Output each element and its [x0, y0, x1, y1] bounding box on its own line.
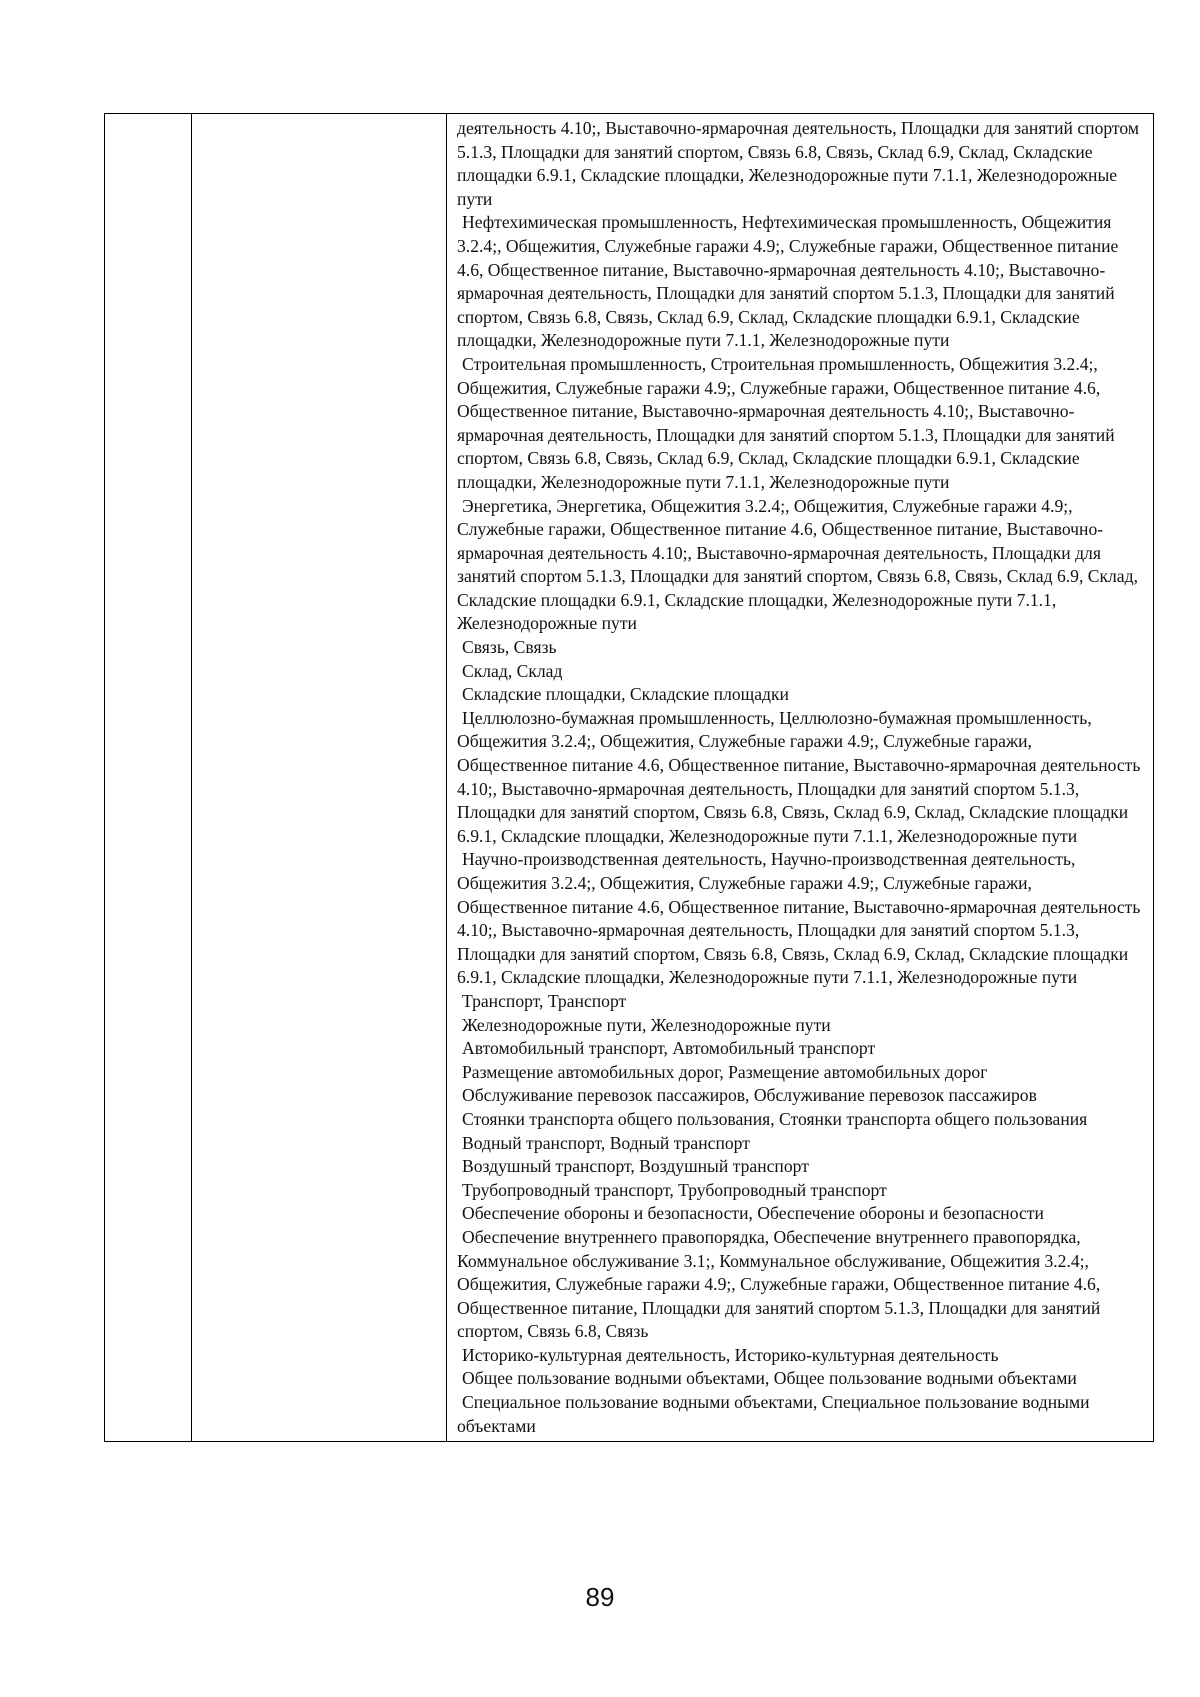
list-item: деятельность 4.10;, Выставочно-ярмарочная деятельность, Площадки для занятий спортом 5.1.3, Площадки для занятий спортом, Связь 6.8, Связь, Склад 6.9, Склад, Складские площадки 6.9.1, Складские площадки, Железнодорожные пути 7.1.1, Железнодорожные пути [457, 118, 1139, 209]
list-item: Целлюлозно-бумажная промышленность, Целлюлозно-бумажная промышленность, Общежития 3.2.4;, Общежития, Служебные гаражи 4.9;, Служебные гаражи, Общественное питание 4.6, Общественное питание, Выставочно-ярмарочная деятельность 4.10;, Выставочно-ярмарочная деятельность, Площадки для занятий спортом 5.1.3, Площадки для занятий спортом, Связь 6.8, Связь, Склад 6.9, Склад, Складские площадки 6.9.1, Складские площадки, Железнодорожные пути 7.1.1, Железнодорожные пути [457, 707, 1141, 846]
land-use-table [104, 113, 1154, 1442]
list-item: Специальное пользование водными объектами, Специальное пользование водными объектами [457, 1392, 1090, 1436]
list-item: Общее пользование водными объектами, Общее пользование водными объектами [462, 1368, 1077, 1389]
list-item: Воздушный транспорт, Воздушный транспорт [462, 1156, 809, 1177]
list-item: Энергетика, Энергетика, Общежития 3.2.4;, Общежития, Служебные гаражи 4.9;, Служебные гаражи, Общественное питание 4.6, Общественное питание, Выставочно-ярмарочная деятельность 4.10;, Выставочно-ярмарочная деятельность, Площадки для занятий спортом 5.1.3, Площадки для занятий спортом, Связь 6.8, Связь, Склад 6.9, Склад, Складские площадки 6.9.1, Складские площадки, Железнодорожные пути 7.1.1, Железнодорожные пути [457, 495, 1138, 634]
list-item: Нефтехимическая промышленность, Нефтехимическая промышленность, Общежития 3.2.4;, Общежития, Служебные гаражи 4.9;, Служебные гаражи, Общественное питание 4.6, Общественное питание, Выставочно-ярмарочная деятельность 4.10;, Выставочно-ярмарочная деятельность, Площадки для занятий спортом 5.1.3, Площадки для занятий спортом, Связь 6.8, Связь, Склад 6.9, Склад, Складские площадки 6.9.1, Складские площадки, Железнодорожные пути 7.1.1, Железнодорожные пути [457, 212, 1119, 351]
list-item: Размещение автомобильных дорог, Размещение автомобильных дорог [462, 1061, 988, 1082]
table-cell-zone [192, 114, 447, 1442]
table-cell-permitted-uses [447, 114, 1154, 1442]
table-cell-number [105, 114, 192, 1442]
list-item: Водный транспорт, Водный транспорт [462, 1132, 750, 1153]
list-item: Обеспечение обороны и безопасности, Обеспечение обороны и безопасности [462, 1203, 1044, 1224]
list-item: Складские площадки, Складские площадки [462, 684, 789, 705]
list-item: Железнодорожные пути, Железнодорожные пути [462, 1014, 831, 1035]
permitted-uses-list [447, 114, 1153, 1441]
list-item: Обслуживание перевозок пассажиров, Обслуживание перевозок пассажиров [462, 1085, 1037, 1106]
list-item: Транспорт, Транспорт [462, 990, 627, 1011]
list-item: Научно-производственная деятельность, Научно-производственная деятельность, Общежития 3.2.4;, Общежития, Служебные гаражи 4.9;, Служебные гаражи, Общественное питание 4.6, Общественное питание, Выставочно-ярмарочная деятельность 4.10;, Выставочно-ярмарочная деятельность, Площадки для занятий спортом 5.1.3, Площадки для занятий спортом, Связь 6.8, Связь, Склад 6.9, Склад, Складские площадки 6.9.1, Складские площадки, Железнодорожные пути 7.1.1, Железнодорожные пути [457, 849, 1141, 988]
list-item: Связь, Связь [462, 637, 557, 658]
list-item: Историко-культурная деятельность, Историко-культурная деятельность [462, 1344, 999, 1365]
table-row [105, 114, 1154, 1442]
list-item: Обеспечение внутреннего правопорядка, Обеспечение внутреннего правопорядка, Коммунальное обслуживание 3.1;, Коммунальное обслуживание, Общежития 3.2.4;, Общежития, Служебные гаражи 4.9;, Служебные гаражи, Общественное питание 4.6, Общественное питание, Площадки для занятий спортом 5.1.3, Площадки для занятий спортом, Связь 6.8, Связь [457, 1226, 1101, 1342]
list-item: Склад, Склад [462, 660, 563, 681]
list-item: Стоянки транспорта общего пользования, Стоянки транспорта общего пользования [462, 1108, 1088, 1129]
list-item: Автомобильный транспорт, Автомобильный транспорт [462, 1038, 876, 1059]
list-item: Строительная промышленность, Строительная промышленность, Общежития 3.2.4;, Общежития, Служебные гаражи 4.9;, Служебные гаражи, Общественное питание 4.6, Общественное питание, Выставочно-ярмарочная деятельность 4.10;, Выставочно-ярмарочная деятельность, Площадки для занятий спортом 5.1.3, Площадки для занятий спортом, Связь 6.8, Связь, Склад 6.9, Склад, Складские площадки 6.9.1, Складские площадки, Железнодорожные пути 7.1.1, Железнодорожные пути [457, 353, 1115, 492]
list-item: Трубопроводный транспорт, Трубопроводный транспорт [462, 1179, 887, 1200]
page-number: 89 [585, 1582, 615, 1612]
